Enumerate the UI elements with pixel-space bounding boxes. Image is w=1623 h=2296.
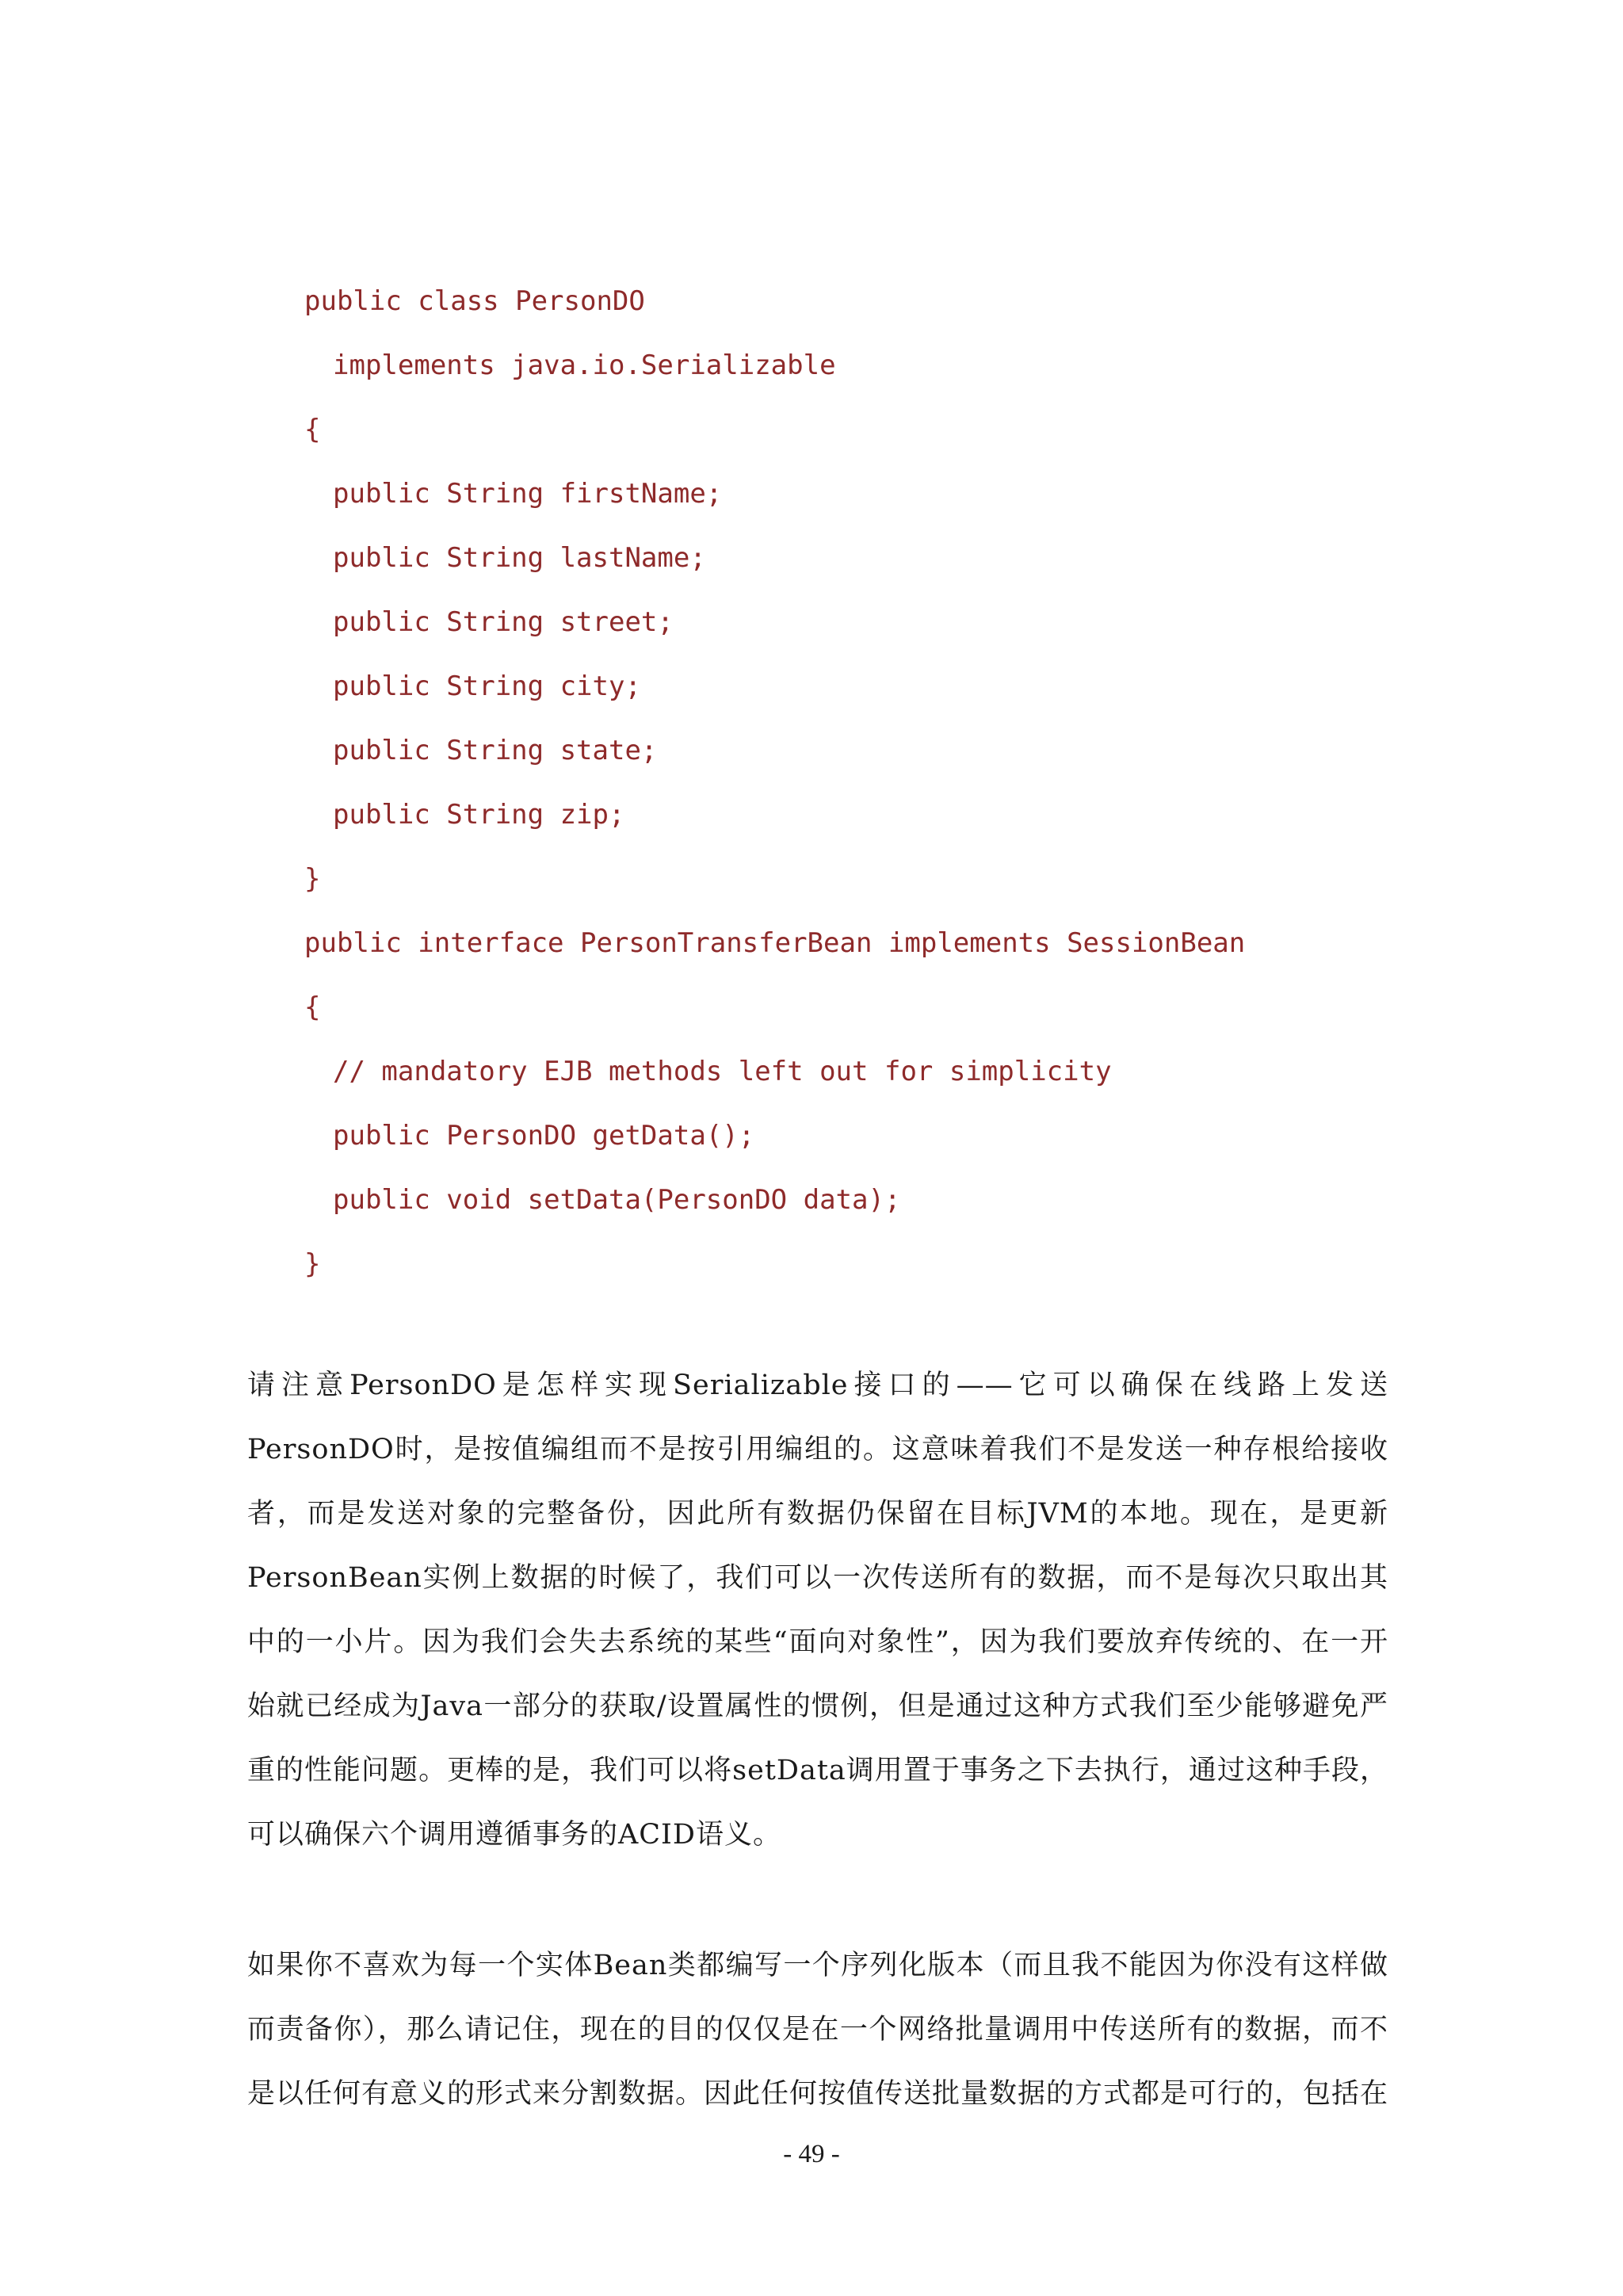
code-line: public class PersonDO bbox=[304, 285, 645, 317]
code-line: public String street; bbox=[333, 606, 674, 638]
code-line: public String city; bbox=[333, 670, 641, 702]
code-line: } bbox=[304, 863, 321, 895]
body-paragraph: 如果你不喜欢为每一个实体Bean类都编写一个序列化版本（而且我不能因为你没有这样做而责备你），那么请记住，现在的目的仅仅是在一个网络批量调用中传送所有的数据，而不是以任何有意义的形式来分割数据。因此任何按值传送批量数据的方式都是可行的，包括在 bbox=[247, 1950, 1389, 2110]
code-line: // mandatory EJB methods left out for simplicity bbox=[333, 1056, 1112, 1087]
code-line: public String state; bbox=[333, 735, 658, 766]
code-line: public String zip; bbox=[333, 799, 625, 831]
code-line: public String lastName; bbox=[333, 542, 706, 574]
page-number: - 49 - bbox=[783, 2140, 840, 2168]
code-line: public PersonDO getData(); bbox=[333, 1120, 755, 1152]
code-line: public interface PersonTransferBean implements SessionBean bbox=[304, 927, 1246, 959]
code-line: implements java.io.Serializable bbox=[333, 350, 836, 381]
code-line: public String firstName; bbox=[333, 478, 723, 510]
code-line: } bbox=[304, 1248, 321, 1280]
code-line: public void setData(PersonDO data); bbox=[333, 1184, 901, 1216]
code-line: { bbox=[304, 414, 321, 445]
code-block bbox=[304, 269, 1572, 1297]
body-paragraph: 请注意PersonDO是怎样实现Serializable接口的——它可以确保在线路上发送PersonDO时，是按值编组而不是按引用编组的。这意味着我们不是发送一种存根给接收者，而是发送对象的完整备份，因此所有数据仍保留在目标JVM的本地。现在，是更新PersonBean实例上数据的时候了，我们可以一次传送所有的数据，而不是每次只取出其中的一小片。因为我们会失去系统的某些“面向对象性”，因为我们要放弃传统的、在一开始就已经成为Java一部分的获取/设置属性的惯例，但是通过这种方式我们至少能够避免严重的性能问题。更棒的是，我们可以将setData调用置于事务之下去执行，通过这种手段，可以确保六个调用遵循事务的ACID语义。 bbox=[247, 1370, 1388, 1851]
code-line: { bbox=[304, 991, 321, 1023]
